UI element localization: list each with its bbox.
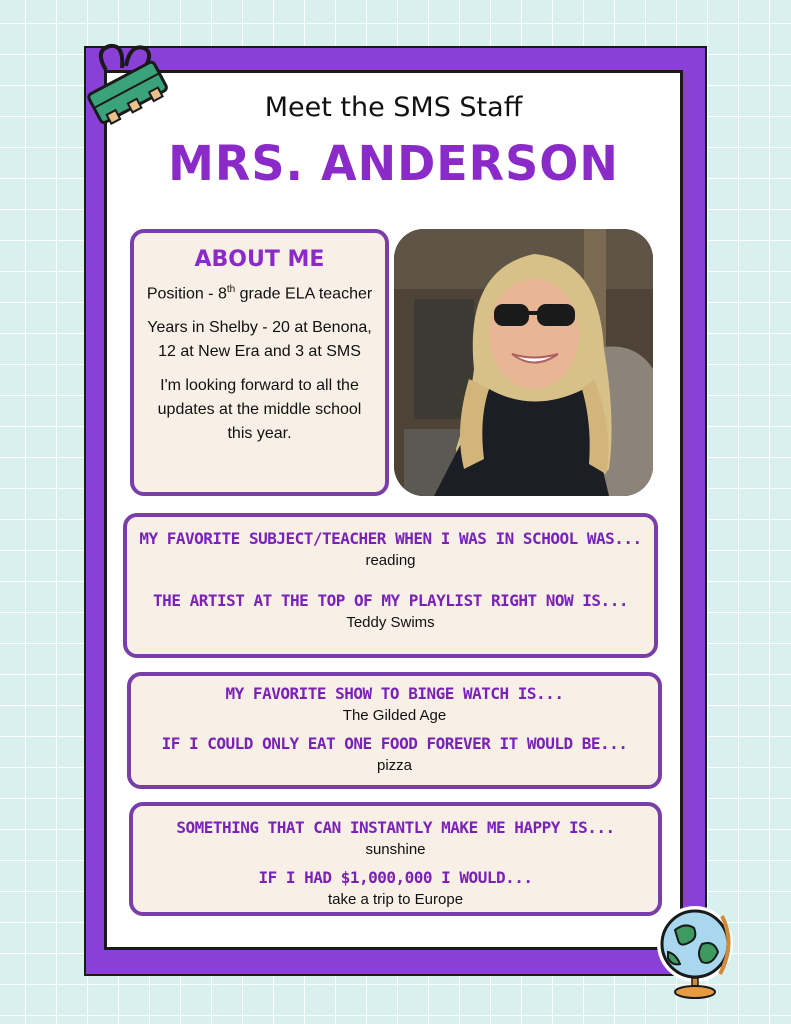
favorite-answer: Teddy Swims xyxy=(346,614,435,631)
favorite-question: IF I COULD ONLY EAT ONE FOOD FOREVER IT WOULD BE... xyxy=(161,734,628,753)
years-text: Years in Shelby - 20 at Benona, 12 at New Era and 3 at SMS xyxy=(147,319,372,361)
favorite-answer: sunshine xyxy=(365,841,426,858)
staff-name: MRS. ANDERSON xyxy=(168,134,619,192)
poster-kicker: Meet the SMS Staff xyxy=(264,92,523,123)
favorite-question: SOMETHING THAT CAN INSTANTLY MAKE ME HAPPY IS... xyxy=(176,818,615,837)
statement-text: I'm looking forward to all the updates at the middle school this year. xyxy=(157,377,362,443)
favorite-answer: take a trip to Europe xyxy=(327,891,464,908)
position-text: Position - 8th grade ELA teacher xyxy=(146,284,373,303)
favorite-question: IF I HAD $1,000,000 I WOULD... xyxy=(258,868,533,887)
about-me-title: ABOUT ME xyxy=(194,247,325,272)
globe-icon xyxy=(650,902,740,1002)
about-me-card xyxy=(130,229,389,496)
favorites-card-3 xyxy=(129,802,662,916)
binder-clip-icon xyxy=(84,40,174,130)
favorite-answer: pizza xyxy=(376,757,413,774)
portrait-illustration xyxy=(394,229,653,496)
favorite-question: MY FAVORITE SUBJECT/TEACHER WHEN I WAS IN SCHOOL WAS... xyxy=(139,529,642,548)
favorite-answer: The Gilded Age xyxy=(342,707,447,724)
favorite-question: MY FAVORITE SHOW TO BINGE WATCH IS... xyxy=(225,684,564,703)
staff-photo xyxy=(394,229,653,496)
favorite-answer: reading xyxy=(365,552,416,569)
favorite-question: THE ARTIST AT THE TOP OF MY PLAYLIST RIGHT NOW IS... xyxy=(153,591,628,610)
favorites-card-1 xyxy=(123,513,658,658)
favorites-card-2 xyxy=(127,672,662,789)
